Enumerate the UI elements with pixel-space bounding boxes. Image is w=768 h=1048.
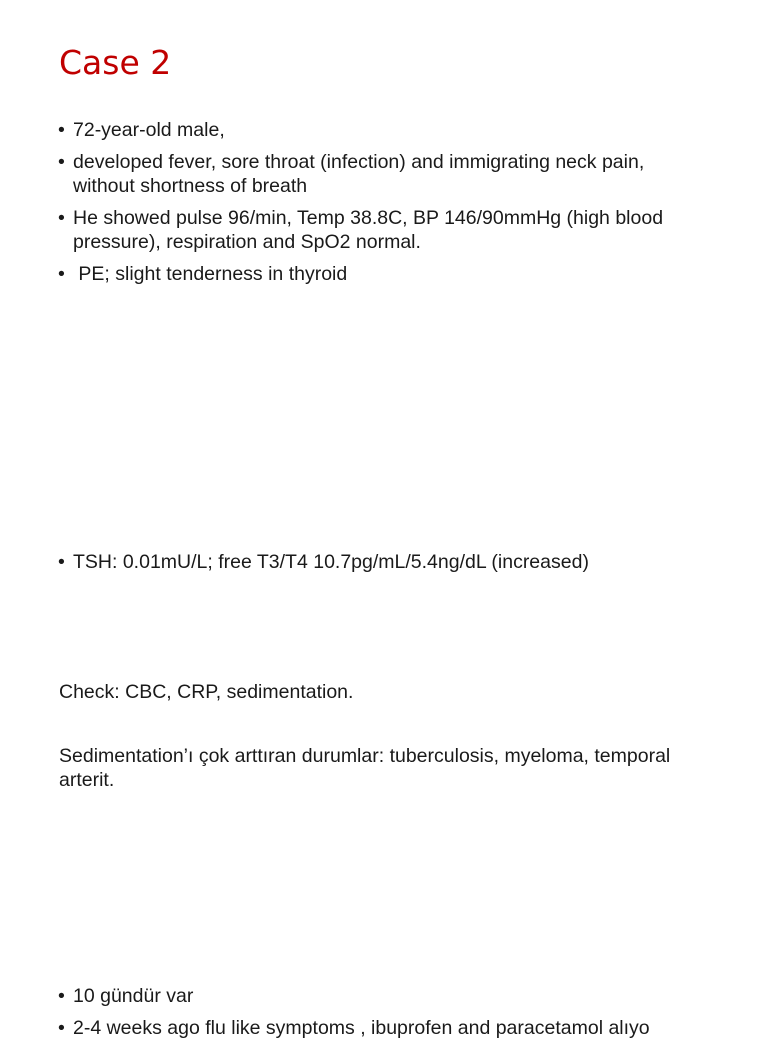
list-item-text: 10 gündür var — [73, 985, 194, 1007]
slide-title: Case 2 — [59, 43, 172, 82]
bullet-icon: • — [58, 119, 65, 141]
bullet-icon: • — [58, 263, 65, 285]
list-item-text: TSH: 0.01mU/L; free T3/T4 10.7pg/mL/5.4ng/dL (increased) — [73, 551, 589, 573]
list-item — [58, 150, 708, 198]
bullet-icon: • — [58, 551, 65, 573]
bullet-icon: • — [58, 207, 65, 229]
sedimentation-paragraph: Sedimentation’ı çok arttıran durumlar: tuberculosis, myeloma, temporal arterit. — [59, 745, 671, 791]
list-item — [58, 984, 708, 1008]
bullet-icon: • — [58, 1017, 65, 1039]
bullet-icon: • — [58, 985, 65, 1007]
list-item — [58, 550, 708, 574]
bullet-icon: • — [58, 151, 65, 173]
check-paragraph: Check: CBC, CRP, sedimentation. — [59, 681, 354, 703]
list-item-text: developed fever, sore throat (infection) and immigrating neck pain, without shortness of breath — [73, 151, 645, 197]
list-item — [58, 262, 708, 286]
list-item — [58, 206, 708, 254]
follow-up-list — [58, 984, 708, 1048]
list-item-text: 2-4 weeks ago flu like symptoms , ibuprofen and paracetamol alıyo — [73, 1017, 650, 1039]
list-item — [58, 1016, 708, 1040]
list-item-text: He showed pulse 96/min, Temp 38.8C, BP 146/90mmHg (high blood pressure), respiration and SpO2 normal. — [73, 207, 664, 253]
lab-results-list — [58, 550, 708, 582]
list-item-text: PE; slight tenderness in thyroid — [73, 263, 348, 285]
list-item-text: 72-year-old male, — [73, 119, 225, 141]
case-history-list — [58, 118, 708, 294]
list-item — [58, 118, 708, 142]
